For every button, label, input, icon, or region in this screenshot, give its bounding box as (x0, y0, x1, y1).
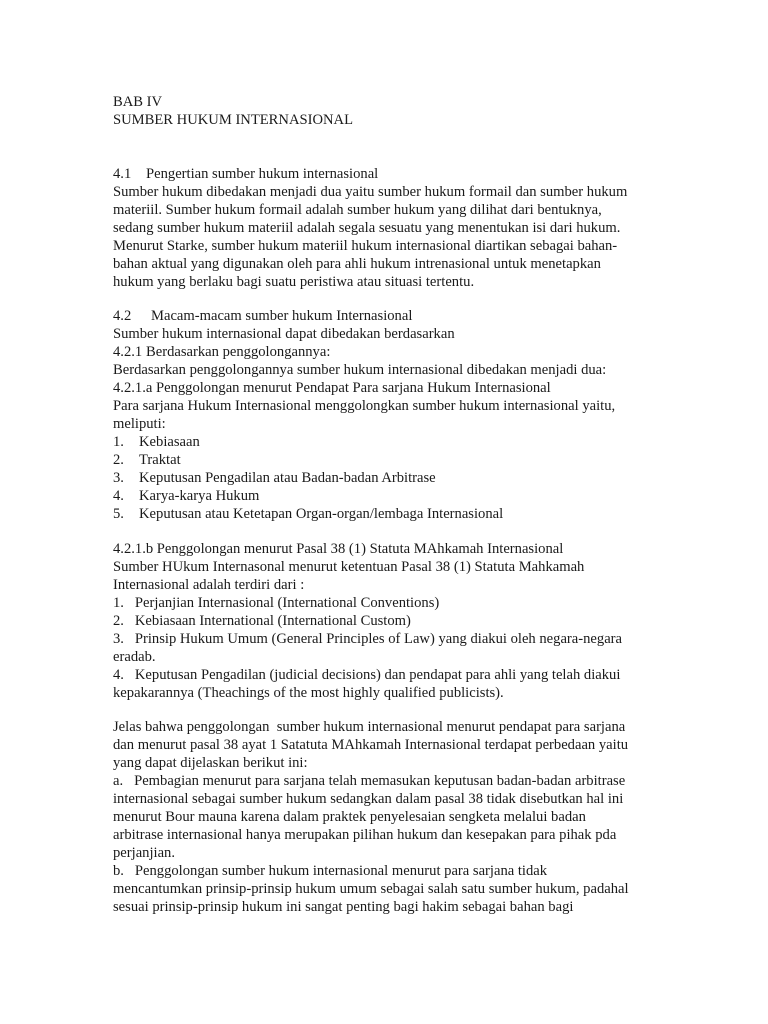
paragraph-line: Menurut Starke, sumber hukum materiil hukum internasional diartikan sebagai bahan- (113, 238, 618, 254)
list-item: 3. Prinsip Hukum Umum (General Principles of Law) yang diakui oleh negara-negara (113, 631, 623, 647)
list-item: 4. Karya-karya Hukum (113, 488, 260, 504)
paragraph-line: meliputi: (113, 416, 166, 432)
section-4-1 (113, 165, 653, 291)
list-item-continuation: kepakarannya (Theachings of the most highly qualified publicists). (113, 685, 504, 701)
list-item: 1. Kebiasaan (113, 434, 200, 450)
list-item: 2. Traktat (113, 452, 181, 468)
paragraph-line: Para sarjana Hukum Internasional menggolongkan sumber hukum internasional yaitu, (113, 398, 616, 414)
list-item: 5. Keputusan atau Ketetapan Organ-organ/lembaga Internasional (113, 506, 504, 522)
section-4-2 (113, 307, 653, 523)
list-item: 2. Kebiasaan International (International Custom) (113, 613, 411, 629)
list-item: 4. Keputusan Pengadilan (judicial decisions) dan pendapat para ahli yang telah diakui (113, 667, 621, 683)
section-heading: 4.2 Macam-macam sumber hukum Internasional (113, 308, 413, 324)
paragraph-line: materiil. Sumber hukum formail adalah sumber hukum yang dilihat dari bentuknya, (113, 202, 602, 218)
paragraph-line: mencantumkan prinsip-prinsip hukum umum sebagai salah satu sumber hukum, padahal (113, 881, 629, 897)
chapter-header (113, 93, 653, 129)
paragraph-line: sesuai prinsip-prinsip hukum ini sangat penting bagi hakim sebagai bahan bagi (113, 899, 574, 915)
paragraph-line: sedang sumber hukum materiil adalah segala sesuatu yang menentukan isi dari hukum. (113, 220, 621, 236)
chapter-title: SUMBER HUKUM INTERNASIONAL (113, 112, 353, 128)
paragraph-line: Sumber HUkum Internasonal menurut ketentuan Pasal 38 (1) Statuta Mahkamah (113, 559, 585, 575)
subsection-heading: 4.2.1.a Penggolongan menurut Pendapat Para sarjana Hukum Internasional (113, 380, 551, 396)
paragraph-line: Sumber hukum dibedakan menjadi dua yaitu sumber hukum formail dan sumber hukum (113, 184, 628, 200)
paragraph-line: dan menurut pasal 38 ayat 1 Satatuta MAhkamah Internasional terdapat perbedaan yaitu (113, 737, 629, 753)
chapter-number: BAB IV (113, 94, 163, 110)
paragraph-line: Sumber hukum internasional dapat dibedakan berdasarkan (113, 326, 455, 342)
section-4-2-1-b (113, 540, 653, 702)
paragraph-line: perjanjian. (113, 845, 175, 861)
list-item: 3. Keputusan Pengadilan atau Badan-badan Arbitrase (113, 470, 436, 486)
list-item: 1. Perjanjian Internasional (International Conventions) (113, 595, 440, 611)
list-item: a. Pembagian menurut para sarjana telah memasukan keputusan badan-badan arbitrase (113, 773, 626, 789)
paragraph-line: Jelas bahwa penggolongan sumber hukum internasional menurut pendapat para sarjana (113, 719, 626, 735)
paragraph-line: Berdasarkan penggolongannya sumber hukum internasional dibedakan menjadi dua: (113, 362, 607, 378)
paragraph-line: bahan aktual yang digunakan oleh para ahli hukum intrenasional untuk menetapkan (113, 256, 601, 272)
paragraph-line: menurut Bour mauna karena dalam praktek penyelesaian sengketa melalui badan (113, 809, 586, 825)
paragraph-line: arbitrase internasional hanya merupakan pilihan hukum dan kesepakan para pihak pda (113, 827, 617, 843)
paragraph-line: yang dapat dijelaskan berikut ini: (113, 755, 308, 771)
paragraph-line: internasional sebagai sumber hukum sedangkan dalam pasal 38 tidak disebutkan hal ini (113, 791, 624, 807)
paragraph-line: hukum yang berlaku bagi suatu peristiwa atau situasi tertentu. (113, 274, 475, 290)
paragraph-line: Internasional adalah terdiri dari : (113, 577, 305, 593)
list-item-continuation: eradab. (113, 649, 156, 665)
subsection-heading: 4.2.1.b Penggolongan menurut Pasal 38 (1) Statuta MAhkamah Internasional (113, 541, 564, 557)
section-heading: 4.1 Pengertian sumber hukum internasional (113, 166, 379, 182)
subsection-heading: 4.2.1 Berdasarkan penggolongannya: (113, 344, 331, 360)
conclusion-paragraph (113, 718, 653, 916)
list-item: b. Penggolongan sumber hukum internasional menurut para sarjana tidak (113, 863, 548, 879)
